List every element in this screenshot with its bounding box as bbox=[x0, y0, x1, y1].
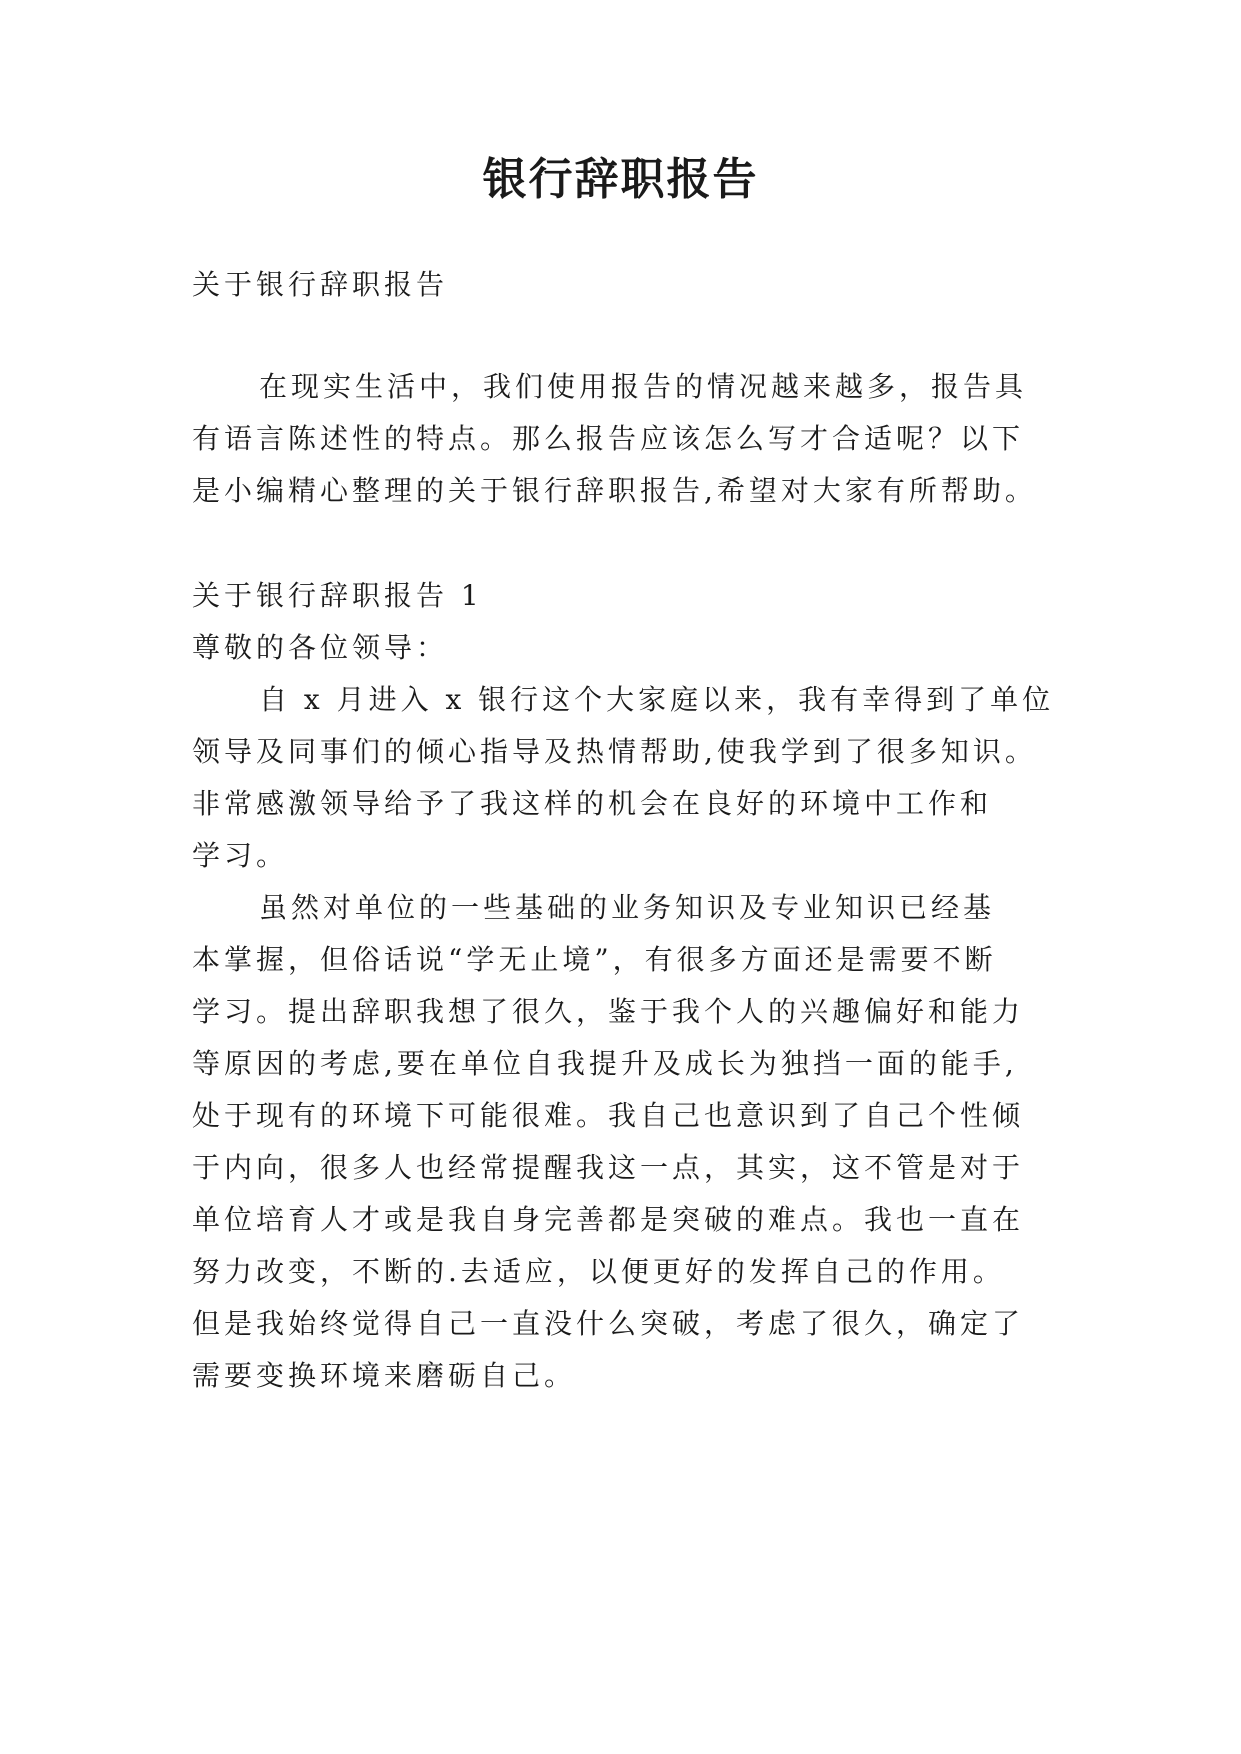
paragraph2-line-2: 本掌握，但俗话说“学无止境”，有很多方面还是需要不断 bbox=[192, 943, 997, 976]
paragraph2-line-8: 努力改变，不断的.去适应，以便更好的发挥自己的作用。 bbox=[192, 1255, 1005, 1288]
intro-line-3: 是小编精心整理的关于银行辞职报告,希望对大家有所帮助。 bbox=[192, 474, 1037, 507]
paragraph2-line-7: 单位培育人才或是我自身完善都是突破的难点。我也一直在 bbox=[192, 1203, 1025, 1236]
paragraph2-line-6: 于内向，很多人也经常提醒我这一点，其实，这不管是对于 bbox=[192, 1151, 1025, 1184]
intro-line-1: 在现实生活中，我们使用报告的情况越来越多，报告具 bbox=[259, 370, 1028, 403]
paragraph2-line-3: 学习。提出辞职我想了很久，鉴于我个人的兴趣偏好和能力 bbox=[192, 995, 1025, 1028]
paragraph2-line-9: 但是我始终觉得自己一直没什么突破，考虑了很久，确定了 bbox=[192, 1307, 1025, 1340]
salutation: 尊敬的各位领导： bbox=[192, 631, 449, 664]
paragraph2-line-10: 需要变换环境来磨砺自己。 bbox=[192, 1359, 577, 1392]
document-subtitle: 关于银行辞职报告 bbox=[192, 268, 449, 301]
document-title: 银行辞职报告 bbox=[482, 154, 759, 205]
paragraph2-line-1: 虽然对单位的一些基础的业务知识及专业知识已经基 bbox=[259, 891, 996, 924]
paragraph2-line-4: 等原因的考虑,要在单位自我提升及成长为独挡一面的能手, bbox=[192, 1047, 1018, 1080]
section-heading: 关于银行辞职报告 1 bbox=[192, 579, 483, 612]
paragraph1-line-4: 学习。 bbox=[192, 839, 289, 872]
paragraph1-line-2: 领导及同事们的倾心指导及热情帮助,使我学到了很多知识。 bbox=[192, 735, 1037, 768]
paragraph1-line-3: 非常感激领导给予了我这样的机会在良好的环境中工作和 bbox=[192, 787, 993, 820]
intro-line-2: 有语言陈述性的特点。那么报告应该怎么写才合适呢？以下 bbox=[192, 422, 1025, 455]
paragraph2-line-5: 处于现有的环境下可能很难。我自己也意识到了自己个性倾 bbox=[192, 1099, 1025, 1132]
paragraph1-line-1: 自 x 月进入 x 银行这个大家庭以来，我有幸得到了单位 bbox=[259, 683, 1055, 716]
